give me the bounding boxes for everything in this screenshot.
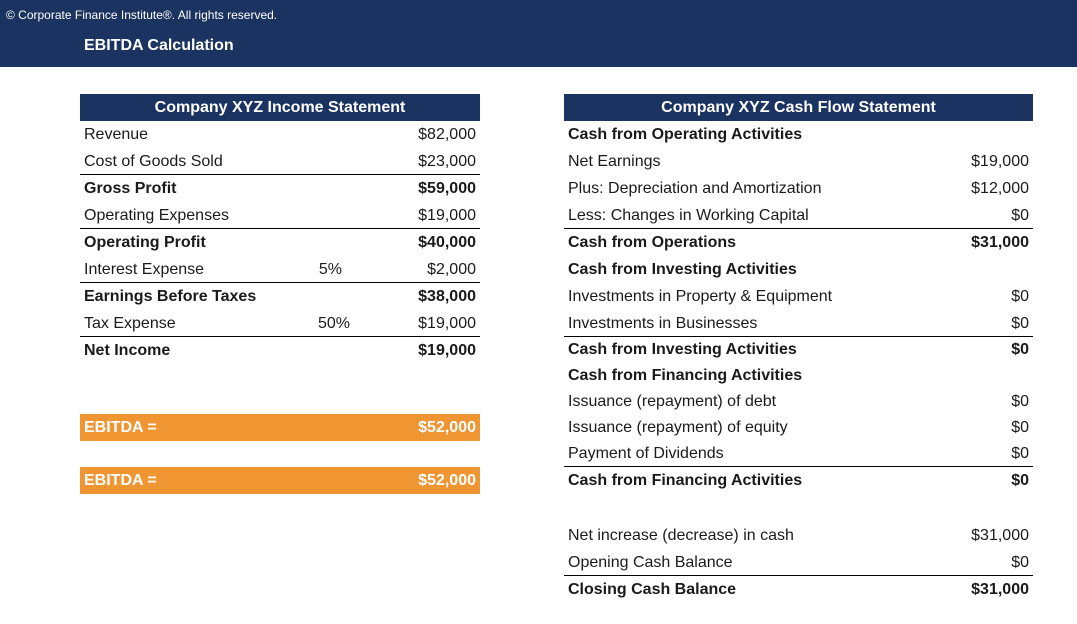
table-row[interactable] <box>80 337 480 364</box>
ebitda-label: EBITDA = <box>84 472 157 489</box>
row-value: $0 <box>1011 288 1029 305</box>
row-label: Cash from Operations <box>568 234 737 251</box>
row-label: Interest Expense <box>84 261 205 278</box>
table-row[interactable] <box>564 549 1033 576</box>
row-label: Tax Expense <box>84 315 176 332</box>
row-label: Cash from Investing Activities <box>568 341 797 358</box>
row-label: Cash from Investing Activities <box>568 261 797 278</box>
ebitda-result-bar[interactable] <box>80 414 480 442</box>
table-row[interactable] <box>564 202 1033 229</box>
row-value: $0 <box>1011 393 1029 410</box>
table-row[interactable] <box>80 121 480 148</box>
table-row[interactable] <box>80 310 480 337</box>
table-row[interactable] <box>564 467 1033 494</box>
row-label: Issuance (repayment) of debt <box>568 393 777 410</box>
row-value: $0 <box>1011 445 1029 462</box>
table-row[interactable] <box>80 148 480 175</box>
table-row[interactable] <box>564 415 1033 441</box>
row-value: $0 <box>1011 207 1029 224</box>
row-value: $31,000 <box>971 527 1029 544</box>
row-label: Less: Changes in Working Capital <box>568 207 809 224</box>
row-value: $0 <box>1011 472 1029 489</box>
row-label: Earnings Before Taxes <box>84 288 257 305</box>
row-label: Opening Cash Balance <box>568 554 733 571</box>
income-statement-table <box>80 94 480 364</box>
table-row[interactable] <box>564 148 1033 175</box>
row-value: $40,000 <box>418 234 476 251</box>
row-label: Operating Expenses <box>84 207 229 224</box>
row-label: Payment of Dividends <box>568 445 724 462</box>
section-heading <box>564 121 1033 148</box>
row-value: $82,000 <box>418 126 476 143</box>
table-row[interactable] <box>80 229 480 256</box>
row-value: $38,000 <box>418 288 476 305</box>
row-label: Net Earnings <box>568 153 661 170</box>
table-row[interactable] <box>564 310 1033 337</box>
table-row[interactable] <box>564 175 1033 202</box>
table-row[interactable] <box>80 283 480 310</box>
row-label: Cash from Financing Activities <box>568 472 803 489</box>
cash-flow-statement-table <box>564 94 1033 603</box>
table-row[interactable] <box>564 283 1033 310</box>
row-label: Operating Profit <box>84 234 206 251</box>
row-label: Gross Profit <box>84 180 177 197</box>
income-statement-title: Company XYZ Income Statement <box>80 94 480 121</box>
row-value: $31,000 <box>971 234 1029 251</box>
row-label: Revenue <box>84 126 149 143</box>
table-row[interactable] <box>564 441 1033 467</box>
ebitda-value: $52,000 <box>418 419 476 436</box>
row-rate: 50% <box>318 315 351 332</box>
row-value: $12,000 <box>971 180 1029 197</box>
cash-flow-statement-title: Company XYZ Cash Flow Statement <box>564 94 1033 121</box>
ebitda-result-bar[interactable] <box>80 467 480 495</box>
row-label: Plus: Depreciation and Amortization <box>568 180 822 197</box>
header-banner <box>0 0 1077 67</box>
row-label: Closing Cash Balance <box>568 581 737 598</box>
table-row[interactable] <box>564 337 1033 363</box>
table-row[interactable] <box>80 202 480 229</box>
row-rate: 5% <box>318 261 342 278</box>
row-value: $59,000 <box>418 180 476 197</box>
table-row[interactable] <box>564 576 1033 603</box>
row-value: $0 <box>1011 554 1029 571</box>
row-label: Cost of Goods Sold <box>84 153 223 170</box>
row-label: Investments in Property & Equipment <box>568 288 833 305</box>
ebitda-value: $52,000 <box>418 472 476 489</box>
row-label: Investments in Businesses <box>568 315 758 332</box>
table-row[interactable] <box>564 229 1033 256</box>
section-heading <box>564 256 1033 283</box>
row-value: $19,000 <box>971 153 1029 170</box>
row-label: Net Income <box>84 342 171 359</box>
row-value: $31,000 <box>971 581 1029 598</box>
row-value: $0 <box>1011 341 1029 358</box>
row-value: $19,000 <box>418 207 476 224</box>
page-title: EBITDA Calculation <box>84 37 234 54</box>
table-row[interactable] <box>564 522 1033 549</box>
row-label: Cash from Operating Activities <box>568 126 803 143</box>
row-value: $19,000 <box>418 342 476 359</box>
table-row[interactable] <box>80 175 480 202</box>
row-label: Net increase (decrease) in cash <box>568 527 794 544</box>
row-label: Cash from Financing Activities <box>568 367 803 384</box>
row-value: $0 <box>1011 315 1029 332</box>
row-value: $23,000 <box>418 153 476 170</box>
row-value: $19,000 <box>418 315 476 332</box>
ebitda-label: EBITDA = <box>84 419 157 436</box>
section-heading <box>564 363 1033 389</box>
row-label: Issuance (repayment) of equity <box>568 419 788 436</box>
table-row[interactable] <box>564 389 1033 415</box>
row-value: $0 <box>1011 419 1029 436</box>
spacer <box>564 494 1033 522</box>
table-row[interactable] <box>80 256 480 283</box>
copyright-notice: © Corporate Finance Institute®. All rights reserved. <box>6 8 278 22</box>
row-value: $2,000 <box>427 261 476 278</box>
